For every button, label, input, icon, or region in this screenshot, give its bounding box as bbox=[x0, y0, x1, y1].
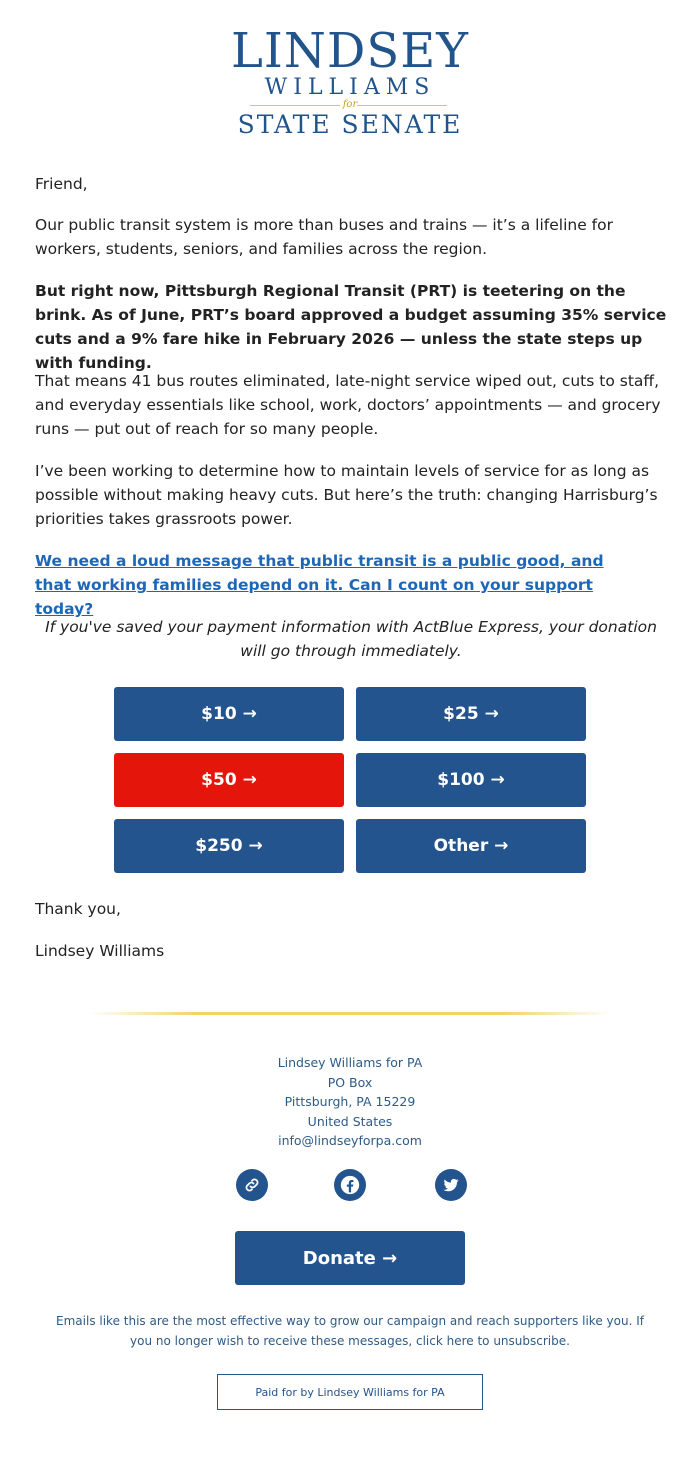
donate-100-button[interactable]: $100 → bbox=[356, 753, 586, 807]
divider-line bbox=[90, 1012, 610, 1015]
link-icon[interactable] bbox=[236, 1169, 268, 1201]
footer-city: Pittsburgh, PA 15229 bbox=[284, 1094, 416, 1109]
donate-button[interactable]: Donate → bbox=[235, 1231, 465, 1285]
logo-for-text: for bbox=[0, 100, 700, 110]
actblue-note: If you've saved your payment information with ActBlue Express, your donation will go through immediately. bbox=[45, 618, 657, 660]
paragraph-cuts: That means 41 bus routes eliminated, late-night service wiped out, cuts to staff, and everyday essentials like school, work, doctors’ appointments — and grocery runs — put out of reach for so many people. bbox=[35, 372, 661, 438]
greeting: Friend, bbox=[35, 175, 88, 193]
logo-office-line: STATE SENATE bbox=[237, 110, 463, 139]
paragraph-working: I’ve been working to determine how to maintain levels of service for as long as possible without making heavy cuts. But here’s the truth: changing Harrisburg’s priorities takes grassroots power. bbox=[35, 462, 658, 528]
footer-address bbox=[0, 1053, 700, 1151]
signature: Lindsey Williams bbox=[35, 942, 165, 960]
donate-10-button[interactable]: $10 → bbox=[114, 687, 344, 741]
unsubscribe-notice[interactable]: Emails like this are the most effective way to grow our campaign and reach supporters like you. If you no longer wish to receive these messages, click here to unsubscribe. bbox=[56, 1314, 644, 1348]
donate-25-button[interactable]: $25 → bbox=[356, 687, 586, 741]
support-link[interactable]: We need a loud message that public transit is a public good, and that working families depend on it. Can I count on your support today? bbox=[35, 552, 604, 618]
footer-org: Lindsey Williams for PA bbox=[277, 1055, 423, 1070]
signoff: Thank you, bbox=[35, 900, 121, 918]
paragraph-prt-budget: But right now, Pittsburgh Regional Transit (PRT) is teetering on the brink. As of June, PRT’s board approved a budget assuming 35% service cuts and a 9% fare hike in February 2026 — unless the state steps up with funding. bbox=[35, 282, 667, 372]
logo-name-line: LINDSEY bbox=[231, 23, 469, 79]
footer-country: United States bbox=[307, 1113, 393, 1129]
facebook-icon[interactable] bbox=[334, 1169, 366, 1201]
footer-email[interactable]: info@lindseyforpa.com bbox=[278, 1133, 422, 1148]
logo-surname-line: WILLIAMS bbox=[264, 75, 436, 100]
twitter-icon[interactable] bbox=[435, 1169, 467, 1201]
footer-po: PO Box bbox=[327, 1074, 373, 1090]
donate-50-button[interactable]: $50 → bbox=[114, 753, 344, 807]
donate-250-button[interactable]: $250 → bbox=[114, 819, 344, 873]
donate-other-button[interactable]: Other → bbox=[356, 819, 586, 873]
campaign-logo bbox=[0, 0, 700, 146]
paragraph-lifeline: Our public transit system is more than buses and trains — it’s a lifeline for workers, students, seniors, and families across the region. bbox=[35, 216, 613, 258]
paid-for-disclaimer: Paid for by Lindsey Williams for PA bbox=[217, 1374, 483, 1410]
